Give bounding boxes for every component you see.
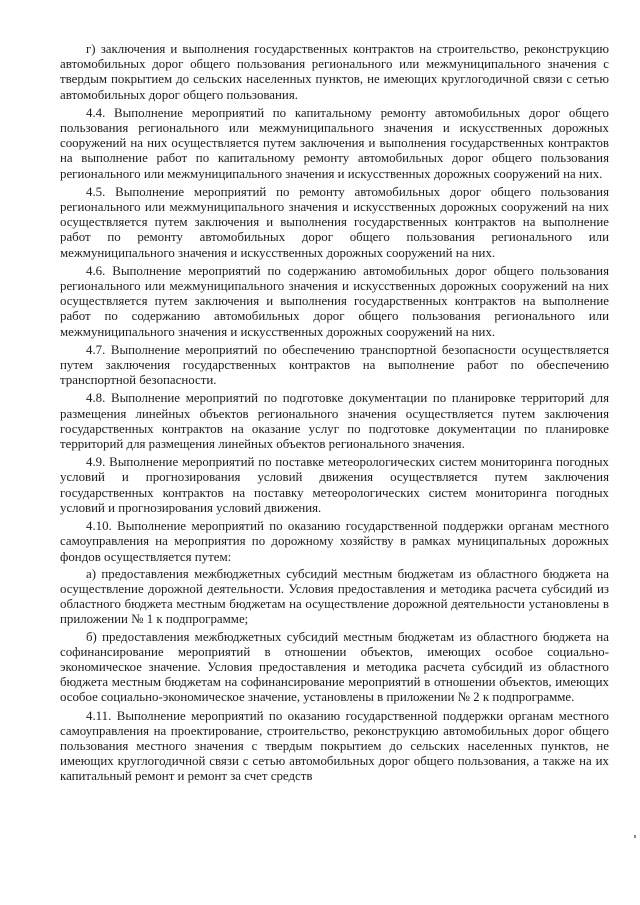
paragraph-4-8: 4.8. Выполнение мероприятий по подготовке документации по планировке территорий для размещения линейных объектов регионального значения осуществляется путем заключения государственных контрактов на оказание услуг по подготовке документации по планировке территорий для размещения линейных объектов регионального значения. — [60, 391, 609, 452]
paragraph-4-4: 4.4. Выполнение мероприятий по капитальному ремонту автомобильных дорог общего пользования регионального или межмуниципального значения и искусственных дорожных сооружений на них осуществляется путем заключения и выполнения государственных контрактов на выполнение работ по капитальному ремонту автомобильных дорог общего пользования регионального или межмуниципального значения и искусственных дорожных сооружений на них. — [60, 105, 609, 181]
paragraph-4-9: 4.9. Выполнение мероприятий по поставке метеорологических систем мониторинга погодных условий и прогнозирования условий движения осуществляется путем заключения государственных контрактов на поставку метеорологических систем мониторинга погодных условий и прогнозирования условий движения. — [60, 455, 609, 515]
paragraph-4-11: 4.11. Выполнение мероприятий по оказанию государственной поддержки органам местного самоуправления на проектирование, строительство, реконструкцию автомобильных дорог общего пользования местного значения с твердым покрытием до сельских населенных пунктов, не имеющих круглогодичной связи с сетью автомобильных дорог общего пользования, а также на их капитальный ремонт и ремонт за счет средств — [60, 708, 609, 784]
paragraph-4-7: 4.7. Выполнение мероприятий по обеспечению транспортной безопасности осуществляется путем заключения государственных контрактов на выполнение работ по обеспечению транспортной безопасности. — [60, 342, 609, 388]
paragraph-4-10-a: а) предоставления межбюджетных субсидий местным бюджетам из областного бюджета на осуществление дорожной деятельности. Условия предоставления и методика расчета субсидий из областного бюджета местным бюджетам на осуществление дорожной деятельности установлены в приложении № 1 к подпрограмме; — [60, 566, 609, 627]
scan-speck — [634, 835, 636, 838]
paragraph-4-3-g: г) заключения и выполнения государственных контрактов на строительство, реконструкцию автомобильных дорог общего пользования регионального или межмуниципального значения с твердым покрытием до сельских населенных пунктов, не имеющих круглогодичной связи с сетью автомобильных дорог общего пользования. — [60, 42, 609, 102]
paragraph-4-10: 4.10. Выполнение мероприятий по оказанию государственной поддержки органам местного самоуправления на мероприятия по дорожному хозяйству в рамках муниципальных дорожных фондов осуществляется путем: — [60, 519, 609, 564]
paragraph-4-6: 4.6. Выполнение мероприятий по содержанию автомобильных дорог общего пользования регионального или межмуниципального значения и искусственных дорожных сооружений на них осуществляется путем заключения и выполнения государственных контрактов на выполнение работ по содержанию автомобильных дорог общего пользования регионального или межмуниципального значения и искусственных дорожных сооружений на них. — [60, 263, 609, 339]
document-page — [60, 42, 609, 785]
paragraph-4-5: 4.5. Выполнение мероприятий по ремонту автомобильных дорог общего пользования регионального или межмуниципального значения и искусственных дорожных сооружений на них осуществляется путем заключения и выполнения государственных контрактов на выполнение работ по ремонту автомобильных дорог общего пользования регионального или межмуниципального значения и искусственных дорожных сооружений на них. — [60, 184, 609, 260]
paragraph-4-10-b: б) предоставления межбюджетных субсидий местным бюджетам из областного бюджета на софинансирование мероприятий в отношении объектов, имеющих особое социально-экономическое значение. Условия предоставления и методика расчета субсидий из областного бюджета местным бюджетам на софинансирование мероприятий в отношении объектов, имеющих особое социально-экономическое значение, установлены в приложении № 2 к подпрограмме. — [60, 629, 609, 705]
